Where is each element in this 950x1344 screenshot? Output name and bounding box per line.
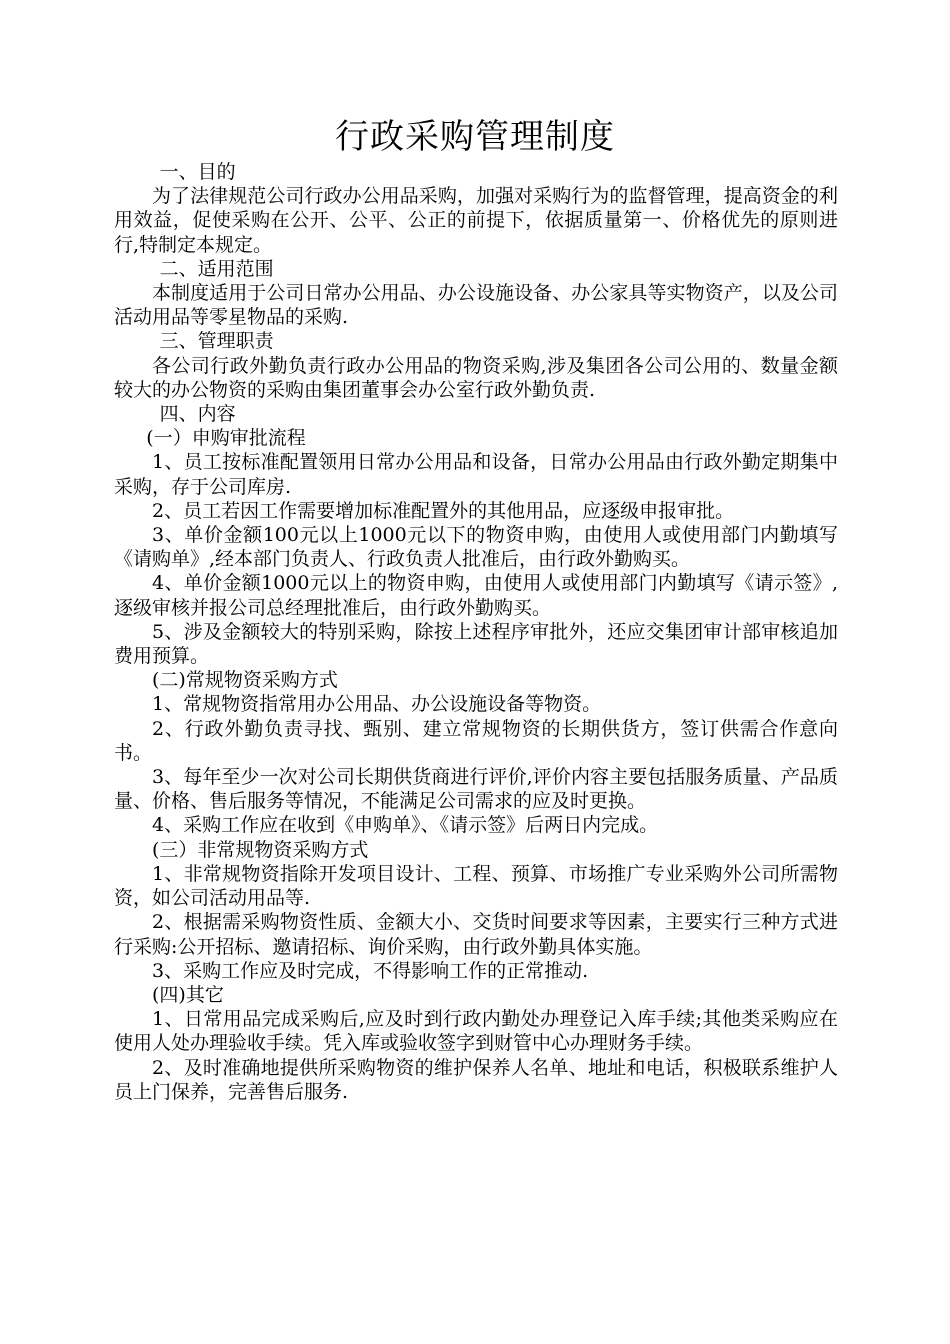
paragraph: 1、非常规物资指除开发项目设计、工程、预算、市场推广专业采购外公司所需物资，如公司活动用品等. — [114, 862, 838, 910]
paragraph: 2、行政外勤负责寻找、甄别、建立常规物资的长期供货方，签订供需合作意向书。 — [114, 717, 838, 764]
section-heading: (二)常规物资采购方式 — [152, 669, 338, 692]
paragraph: 3、采购工作应及时完成，不得影响工作的正常推动. — [152, 959, 589, 982]
paragraph: 1、常规物资指常用办公用品、办公设施设备等物资。 — [152, 693, 602, 716]
paragraph: 3、单价金额100元以上1000元以下的物资申购，由使用人或使用部门内勤填写《请购单》,经本部门负责人、行政负责人批准后，由行政外勤购买。 — [114, 524, 838, 571]
section-heading: 一、目的 — [159, 161, 236, 183]
paragraph: 各公司行政外勤负责行政办公用品的物资采购,涉及集团各公司公用的、数量金额较大的办公物资的采购由集团董事会办公室行政外勤负责. — [114, 354, 838, 401]
section-heading: 三、管理职责 — [159, 330, 274, 353]
paragraph: 本制度适用于公司日常办公用品、办公设施设备、办公家具等实物资产，以及公司活动用品等零星物品的采购. — [114, 282, 838, 329]
document-body — [114, 160, 838, 1104]
paragraph: 1、员工按标准配置领用日常办公用品和设备，日常办公用品由行政外勤定期集中采购，存于公司库房. — [114, 451, 838, 498]
paragraph: 4、采购工作应在收到《申购单》、《请示签》后两日内完成。 — [152, 814, 659, 837]
section-heading: 四、内容 — [159, 403, 236, 426]
paragraph: 2、员工若因工作需要增加标准配置外的其他用品，应逐级申报审批。 — [152, 499, 735, 522]
paragraph: 5、涉及金额较大的特别采购，除按上述程序审批外，还应交集团审计部审核追加费用预算。 — [114, 620, 838, 668]
section-heading: (一）申购审批流程 — [146, 427, 306, 450]
paragraph: 1、日常用品完成采购后,应及时到行政内勤处办理登记入库手续;其他类采购应在使用人处办理验收手续。凭入库或验收签字到财管中心办理财务手续。 — [114, 1008, 838, 1055]
section-heading: 二、适用范围 — [159, 257, 274, 280]
section-heading: (四)其它 — [152, 983, 224, 1006]
paragraph: 为了法律规范公司行政办公用品采购，加强对采购行为的监督管理，提高资金的利用效益，促使采购在公开、公平、公正的前提下，依据质量第一、价格优先的原则进行,特制定本规定。 — [114, 185, 838, 256]
paragraph: 2、根据需采购物资性质、金额大小、交货时间要求等因素，主要实行三种方式进行采购:公开招标、邀请招标、询价采购，由行政外勤具体实施。 — [114, 911, 838, 958]
paragraph: 3、每年至少一次对公司长期供货商进行评价,评价内容主要包括服务质量、产品质量、价格、售后服务等情况，不能满足公司需求的应及时更换。 — [114, 766, 838, 813]
paragraph: 4、单价金额1000元以上的物资申购，由使用人或使用部门内勤填写《请示签》,逐级审核并报公司总经理批准后，由行政外勤购买。 — [114, 572, 838, 619]
paragraph: 2、及时准确地提供所采购物资的维护保养人名单、地址和电话，积极联系维护人员上门保养，完善售后服务. — [114, 1056, 838, 1103]
document-title: 行政采购管理制度 — [335, 117, 615, 157]
section-heading: (三）非常规物资采购方式 — [152, 838, 369, 861]
